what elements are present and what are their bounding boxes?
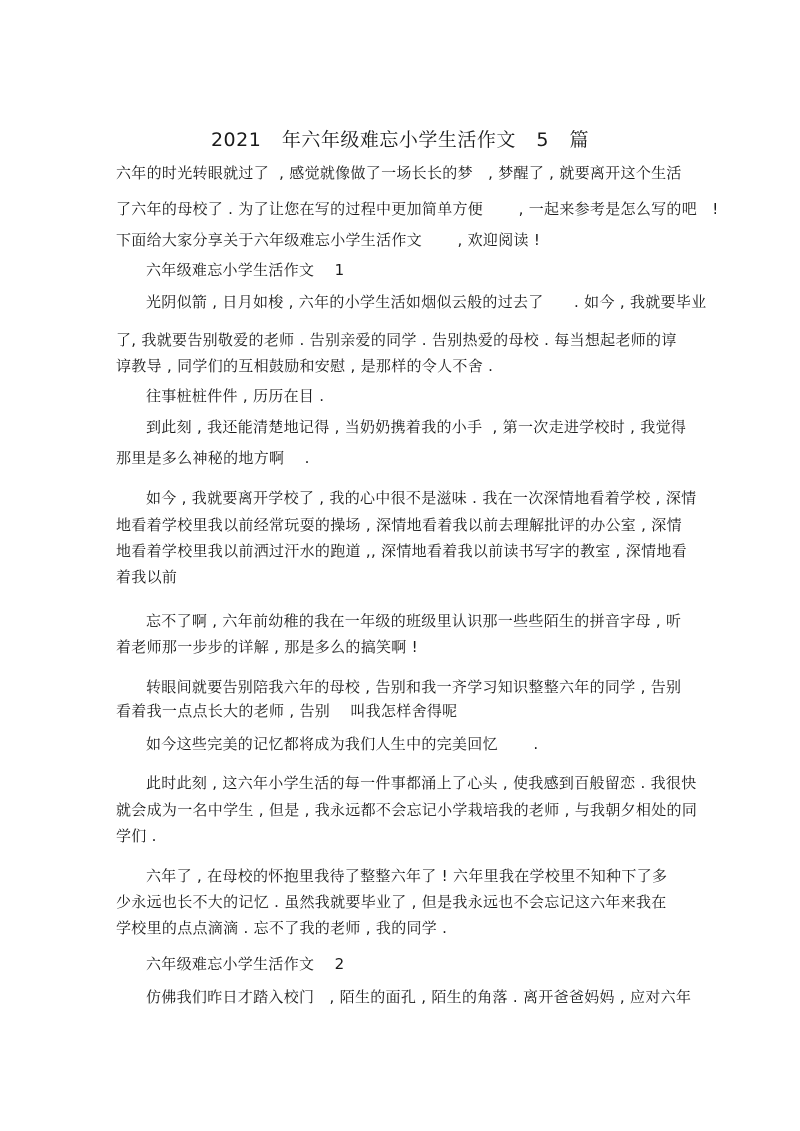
paragraph-line: 那里是多么神秘的地方啊 . <box>116 449 310 467</box>
paragraph-line: 如今 , 我就要离开学校了 , 我的心中很不是滋味 . 我在一次深情地看着学校 , 深情 <box>146 489 697 507</box>
paragraph-line: 六年的时光转眼就过了 , 感觉就像做了一场长长的梦 , 梦醒了 , 就要离开这个生活 <box>116 164 682 182</box>
paragraph-line: 学校里的点点滴滴 . 忘不了我的老师 , 我的同学 . <box>116 919 448 937</box>
paragraph-line: 着老师那一步步的详解 , 那是多么的搞笑啊 ! <box>116 638 418 656</box>
paragraph-line: 六年了 , 在母校的怀抱里我待了整整六年了 ! 六年里我在学校里不知种下了多 <box>146 867 668 885</box>
paragraph-line: 忘不了啊 , 六年前幼稚的我在一年级的班级里认识那一些些陌生的拼音字母 , 听 <box>146 612 682 630</box>
paragraph-line: 转眼间就要告别陪我六年的母校 , 告别和我一齐学习知识整整六年的同学 , 告别 <box>146 678 682 696</box>
paragraph-line: 地看着学校里我以前洒过汗水的跑道 ,, 深情地看着我以前读书写字的教室 , 深情地看 <box>116 542 687 560</box>
paragraph-line: 着我以前 <box>116 568 178 586</box>
paragraph-line: 谆教导 , 同学们的互相鼓励和安慰 , 是那样的令人不舍 . <box>116 357 494 375</box>
paragraph-line: 仿佛我们昨日才踏入校门 , 陌生的面孔 , 陌生的角落 . 离开爸爸妈妈 , 应对六年 <box>146 988 692 1006</box>
paragraph-line: 少永远也长不大的记忆 . 虽然我就要毕业了 , 但是我永远也不会忘记这六年来我在 <box>116 893 667 911</box>
paragraph-line: 往事桩桩件件 , 历历在目 . <box>146 387 325 405</box>
section-heading: 六年级难忘小学生活作文 2 <box>146 955 345 973</box>
paragraph-line: 如今这些完美的记忆都将成为我们人生中的完美回忆 . <box>146 735 539 753</box>
paragraph-line: 到此刻 , 我还能清楚地记得 , 当奶奶携着我的小手 , 第一次走进学校时 , 我觉得 <box>146 418 687 436</box>
paragraph-line: 就会成为一名中学生 , 但是 , 我永远都不会忘记小学栽培我的老师 , 与我朝夕相处的同 <box>116 801 698 819</box>
paragraph-line: 此时此刻 , 这六年小学生活的每一件事都涌上了心头 , 使我感到百般留恋 . 我很快 <box>146 774 697 792</box>
paragraph-line: 看着我一点点长大的老师 , 告别 叫我怎样舍得呢 <box>116 702 458 720</box>
paragraph-line: 学们 . <box>116 827 157 845</box>
paragraph-line: 了六年的母校了 . 为了让您在写的过程中更加简单方便 , 一起来参考是怎么写的吧 ! <box>116 200 719 218</box>
section-heading: 六年级难忘小学生活作文 1 <box>146 261 345 279</box>
paragraph-line: 地看着学校里我以前经常玩耍的操场 , 深情地看着我以前去理解批评的办公室 , 深情 <box>116 516 682 534</box>
document-title: 2021 年六年级难忘小学生活作文 5 篇 <box>210 129 590 151</box>
paragraph-line: 光阴似箭 , 日月如梭 , 六年的小学生活如烟似云般的过去了 . 如今 , 我就要毕业 <box>146 293 707 311</box>
paragraph-line: 下面给大家分享关于六年级难忘小学生活作文 , 欢迎阅读 ! <box>116 231 541 249</box>
paragraph-line: 了, 我就要告别敬爱的老师 . 告别亲爱的同学 . 告别热爱的母校 . 每当想起老师的谆 <box>116 331 677 349</box>
